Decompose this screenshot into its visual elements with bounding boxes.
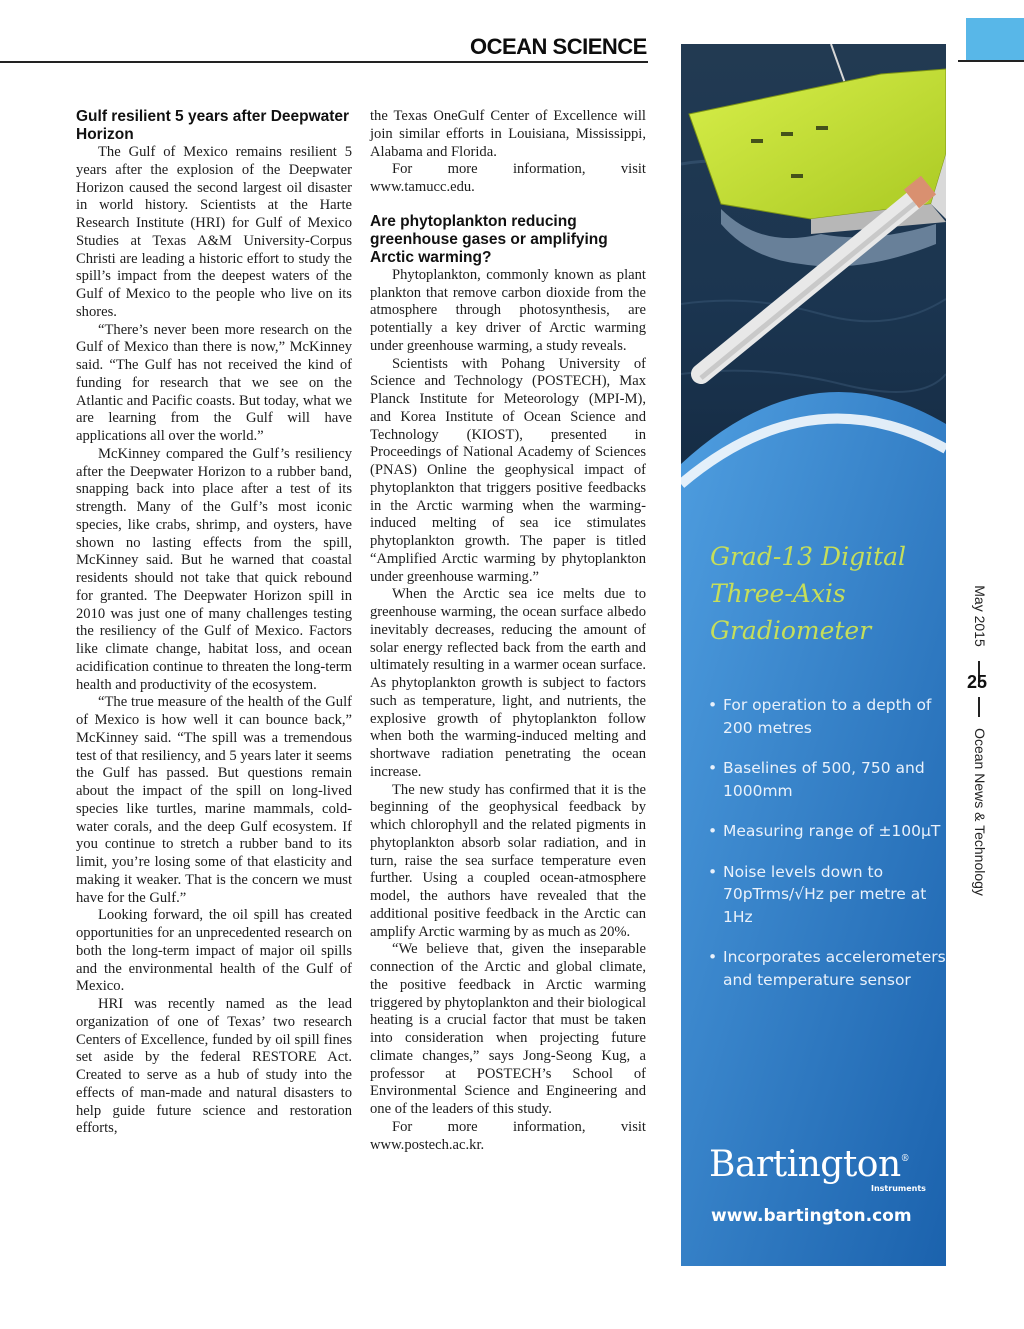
- bullet-icon: •: [708, 759, 718, 777]
- ad-feature-item: • For operation to a depth of 200 metres: [708, 696, 932, 737]
- bartington-logo: Bartington®: [709, 1144, 910, 1185]
- folio-divider: [978, 697, 980, 717]
- article-more-info: For more information, visit www.tamucc.edu.: [370, 161, 646, 195]
- section-title: OCEAN SCIENCE: [470, 34, 647, 59]
- article-paragraph: Phytoplankton, commonly known as plant plankton that remove carbon dioxide from the atmosphere through photosynthesis, are potentially a key driver of Arctic warming under greenhouse warming, a study reveals.: [370, 266, 646, 354]
- ad-feature-item: • Incorporates accelerometers and temperature sensor: [708, 948, 946, 989]
- ad-website-link[interactable]: www.bartington.com: [711, 1206, 912, 1226]
- bullet-icon: •: [708, 862, 718, 881]
- bullet-icon: •: [708, 696, 718, 714]
- bartington-advertisement: [681, 44, 946, 1266]
- article-more-info: For more information, visit www.postech.ac.kr.: [370, 1118, 646, 1153]
- ad-feature-item: • Baselines of 500, 750 and 1000mm: [708, 759, 925, 800]
- article-continuation: the Texas OneGulf Center of Excellence will join similar efforts in Louisiana, Mississippi, Alabama and Florida.: [370, 108, 646, 160]
- article-paragraph: The Gulf of Mexico remains resilient 5 years after the explosion of the Deepwater Horizon caused the second largest oil disaster in world history. Scientists at the Harte Research Institute (HRI) for Gulf of Mexico Studies at Texas A&M University-Corpus Christi are leading a historic effort to study the spill’s impact from the deepest waters of the Gulf of Mexico to the people who live on its shores.: [76, 144, 352, 320]
- article-paragraph: Scientists with Pohang University of Science and Technology (POSTECH), Max Planck Institute for Meteorology (MPI-M), and Korea Institute of Ocean Science and Technology (KIOST), presented in Proceedings of National Academy of Sciences (PNAS) Online the geophysical impact of phytoplankton that triggers positive feedbacks in the Arctic warming when the warming-induced melting of sea ice stimulates phytoplankton growth. The paper is titled “Amplified Arctic warming by phytoplankton under greenhouse warming.”: [370, 355, 646, 585]
- article-paragraph: “The true measure of the health of the Gulf of Mexico is how well it can bounce back,” McKinney said. “The spill was a tremendous test of that resiliency, and 5 years later it seems the Gulf has passed. But questions remain about the impact of the spill on long-lived species like turtles, marine mammals, cold-water corals, and the deep Gulf ecosystem. If you continue to stretch a rubber band to its limit, you’re losing some of that elasticity and making it weaker. That is the concern we must have for the Gulf.”: [76, 694, 352, 906]
- section-color-tab: [966, 18, 1024, 60]
- bullet-icon: •: [708, 822, 718, 840]
- issue-date: May 2015: [972, 585, 988, 647]
- article-title-phytoplankton: Are phytoplankton reducing greenhouse gases or amplifying Arctic warming?: [370, 212, 608, 266]
- article-paragraph: Looking forward, the oil spill has created opportunities for an unprecedented research on both the long-term impact of major oil spills and the environmental health of the Gulf of Mexico.: [76, 907, 352, 995]
- article-paragraph: “We believe that, given the inseparable connection of the Arctic and global climate, the positive feedback in Arctic warming triggered by phytoplankton and their biological heating is a crucial factor that must be taken into consideration when projecting future climate changes,” says Jong-Seong Kug, a professor at POSTECH’s School of Environmental Science and Engineering and one of the leaders of this study.: [370, 941, 646, 1117]
- article-paragraph: “There’s never been more research on the Gulf of Mexico than there is now,” McKinney said. “The Gulf has not received the kind of funding for research that we see on the Atlantic and Pacific coasts. But today, what we are learning from the Gulf will have applications all over the world.”: [76, 321, 352, 444]
- article-paragraph: HRI was recently named as the lead organization of one of Texas’ two research Centers of Excellence, funded by oil spill fines set aside by the federal RESTORE Act. Created to serve as a hub of study into the effects of man-made and natural disasters to help guide future science and restoration efforts,: [76, 996, 352, 1137]
- article-paragraph: When the Arctic sea ice melts due to greenhouse warming, the ocean surface albedo inevitably decreases, reducing the amount of solar energy reflected back from the earth and ultimately resulting in a warmer ocean surface. As phytoplankton growth is subject to factors such as temperature, light, and nutrients, the explosive growth of phytoplankton follow when both the warming-induced melting and shortwave radiation penetrating the ocean increase.: [370, 586, 646, 780]
- bullet-icon: •: [708, 948, 718, 966]
- article-column-middle: [370, 108, 646, 1154]
- header-rule-right: [958, 60, 1024, 62]
- article-paragraph: McKinney compared the Gulf’s resiliency after the Deepwater Horizon to a rubber band, snapping back into place after a test of its strength. Many of the Gulf’s most iconic species, like crabs, shrimp, and oysters, have shown no lasting effects from the spill, McKinney said. But he warned that coastal residents should not take that quick rebound for granted. The Deepwater Horizon spill in 2010 was just one of many challenges testing the resiliency of the Gulf of Mexico. Factors like climate change, habitat loss, and ocean acidification continue to threaten the long-term health and productivity of the ecosystem.: [76, 445, 352, 693]
- ad-product-title: Grad-13 Digital Three-Axis Gradiometer: [710, 542, 907, 645]
- ad-photo-illustration: [681, 44, 946, 1266]
- article-column-left: [76, 108, 352, 1138]
- header-rule: [0, 61, 648, 63]
- ad-feature-item: • Measuring range of ±100μT: [708, 820, 946, 843]
- ad-feature-item: • Noise levels down to 70pTrms/√Hz per metre at 1Hz: [708, 862, 927, 926]
- ad-feature-list: [708, 694, 946, 1009]
- bartington-logo-subtitle: Instruments: [871, 1184, 926, 1193]
- publication-name: Ocean News & Technology: [972, 728, 988, 896]
- page-number: 25: [967, 672, 988, 692]
- article-paragraph: The new study has confirmed that it is the beginning of the geophysical feedback by which chlorophyll and the related pigments in phytoplankton absorb solar radiation, and in turn, raise the sea surface temperature even further. Using a coupled ocean-atmosphere model, the authors have revealed that the additional positive feedback in the Arctic can amplify Arctic warming by as much as 20%.: [370, 781, 646, 940]
- article-title-gulf: Gulf resilient 5 years after Deepwater Horizon: [76, 108, 350, 143]
